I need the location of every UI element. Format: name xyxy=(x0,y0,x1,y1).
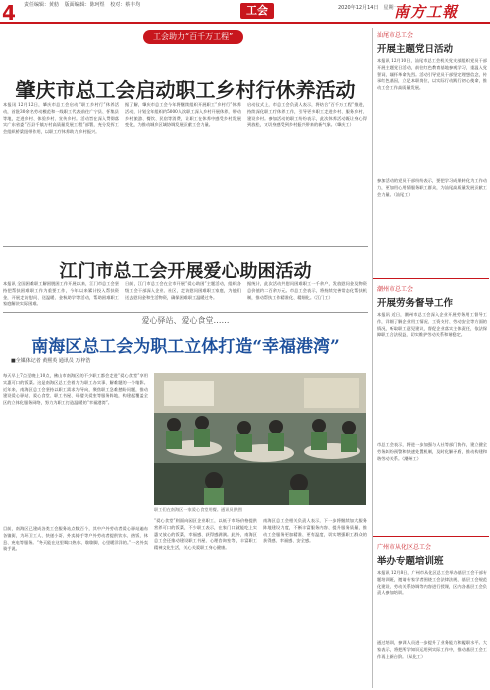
article2-col2: 日前，江门市总工会在全市开展“爱心助困”主题活动，组织各级工会干部深入企业、社区，走访慰问困难职工家庭，为他们送去慰问金和生活物资，确保困难职工温暖过冬。 xyxy=(125,281,241,300)
article3-body-left2: 目前，南海区已建成各类工会服务站点数百个，其中户外劳动者爱心驿站遍布各镇街，为环卫工人、快递小哥、外卖骑手等户外劳动者提供饮水、热饭、休息、充电等服务。“冬天能在这里喝口热水、歇歇脚，心里暖洋洋的。”一名外卖骑手说。 xyxy=(3,526,148,552)
editor-credit: 责任编辑：黄舫 xyxy=(24,2,60,8)
main-content xyxy=(3,28,368,688)
sidebar-item-conghua xyxy=(377,542,487,688)
sidebar-label: 广州市从化区总工会 xyxy=(377,544,432,551)
page-header xyxy=(0,0,490,24)
article2-headline: 江门市总工会开展爱心助困活动 xyxy=(59,261,312,282)
sidebar-label: 汕尾市总工会 xyxy=(377,32,414,39)
divider xyxy=(3,246,368,247)
editor-credits xyxy=(24,2,224,8)
sidebar-text: 市总工会表示，将进一步加强与人社等部门协作，建立健全劳务纠纷预警和快速处置机制，及时化解矛盾，推动构建和谐劳动关系。（潮州工） xyxy=(377,442,487,461)
article1-headline: 肇庆市总工会启动职工乡村行休养活动 xyxy=(15,78,356,102)
sidebar-item-chaozhou xyxy=(377,284,487,522)
article1-col3: 启动仪式上，市总工会负责人表示，将结合“百千万工程”推进，持续深化职工疗休养工作，引导更多职工走进乡村、服务乡村、建设乡村。参加活动的职工纷纷表示，此次休养活动既让身心得到放松，又切身感受到乡村振兴带来的新气象。（肇庆工） xyxy=(247,102,367,128)
article2-col1: 本报讯 全国困难职工解困脱困工作开展以来，江门市总工会坚持把帮扶困难职工作为重要工作，今年以来累计投入帮扶资金，开展走访慰问、送温暖、金秋助学等活动，帮助困难职工家庭解决实际困难。 xyxy=(3,281,119,307)
article1-banner: 工会助力“百千万工程” xyxy=(143,30,243,44)
sidebar-headline: 开展主题党日活动 xyxy=(377,44,454,55)
sidebar-text: 参加活动的党员干部纷纷表示，要把学习成果转化为工作动力，更加用心用情服务职工群众，为汕尾高质量发展贡献工会力量。（汕尾工） xyxy=(377,178,487,197)
sidebar-text: 本报讯 近日，潮州市总工会深入企业开展劳务用工督导工作，详细了解企业用工情况、工资支付、劳动安全等方面的情况，听取职工意见建议，督促企业落实主体责任，依法保障职工合法权益，切实维护劳动关系和谐稳定。 xyxy=(377,312,487,338)
article3-photo xyxy=(154,373,366,505)
sidebar-text: 本报讯 12月8日，广州市从化区总工会举办基层工会干部专题培训班，邀请专家学者围绕工会法律法规、基层工会规范化建设、劳动关系协调等内容进行授课，区内各基层工会负责人参加培训。 xyxy=(377,570,487,596)
divider xyxy=(3,312,368,313)
article3-body-right2: 南海区总工会相关负责人表示，下一步将继续加大服务阵地建设力度，不断丰富服务内容、提升服务质量，推动工会服务更加精准、更有温度，切实增强职工群众的获得感、幸福感、安全感。 xyxy=(263,518,367,544)
article3-byline: ■全媒体记者 黄熙英 通讯员 万梓浩 xyxy=(11,358,91,364)
canteen-photo xyxy=(154,373,366,505)
sidebar-headline: 举办专题培训班 xyxy=(377,556,444,567)
sidebar-label: 潮州市总工会 xyxy=(377,286,414,293)
article1-col2: 据了解，肇庆市总工会今年将继续组织开展职工“乡村行”休养活动，计划全年组织约5000人次职工深入乡村开展休养，带动乡村旅游、餐饮、民宿等消费，让职工在休养中感受乡村发展变化，为推动城乡区域协调发展贡献工会力量。 xyxy=(125,102,241,128)
divider xyxy=(373,536,489,537)
article2-col3: 据统计，此次活动共慰问困难职工一千余户，发放慰问金及物资总价值约二百余万元。市总工会表示，将持续完善常态化帮扶机制，推动帮扶工作精准化、精细化。（江门工） xyxy=(247,281,367,300)
article1-col1: 本报讯 12月12日，肇庆市总工会启动“职工乡村行”休养活动，首批30余名劳动模范和一线职工代表前往广宁县、怀集县等地，走进乡村、体验乡村、宣传乡村。活动旨在深入贯彻落实广东省委“百县千镇万村高质量发展工程”部署，充分发挥工会组织桥梁纽带作用，以职工疗休养助力乡村振兴。 xyxy=(3,102,119,135)
sidebar-headline: 开展劳务督导工作 xyxy=(377,298,454,309)
issue-date: 2020年12月14日 星期一 xyxy=(338,5,399,11)
article3-body-right: “爱心食堂”则面向园区企业职工，以低于市场价格提供营养可口的饭菜，不少职工表示，在家门口就能吃上实惠又放心的饭菜，幸福感、获得感满满。此外，南海区总工会还推动建设职工书屋、心理咨询室等，丰富职工精神文化生活，关心关爱职工身心健康。 xyxy=(154,518,257,551)
newspaper-logo: 南方工報 xyxy=(394,3,459,21)
editor-credit: 版面编辑：陈珂煜 xyxy=(64,2,105,8)
section-tag: 工会 xyxy=(240,3,274,19)
sidebar-text: 通过培训，参训人员进一步提升了业务能力和履职水平。大家表示，将把所学知识运用到实际工作中，推动基层工会工作再上新台阶。（从化工） xyxy=(377,640,487,659)
divider xyxy=(373,278,489,279)
sidebar xyxy=(372,28,488,688)
editor-credit: 校对：蔡丰均 xyxy=(110,2,141,8)
article3-body-left: 每天早上7点至晚上10点，佛山市南海区的不少职工都会走进“爱心食堂”享用实惠可口的饭菜。这是南海区总工会着力为职工办实事、解难题的一个缩影。近年来，南海区总工会坚持以职工需求为导向，聚焦职工急难愁盼问题，推动建设爱心驿站、爱心食堂、职工书屋、母婴关爱室等服务阵地，构建起覆盖全区的立体化服务网络，努力为职工打造温暖的“幸福港湾”。 xyxy=(3,373,148,406)
photo-caption: 职工们在南海区一家爱心食堂用餐。通讯员供图 xyxy=(154,507,242,512)
article3-headline: 南海区总工会为职工立体打造“幸福港湾” xyxy=(31,337,340,357)
sidebar-text: 本报讯 12月10日，汕尾市总工会机关党支部组织党员干部开展主题党日活动，前往红色教育基地参观学习，重温入党誓词，缅怀革命先烈。活动引导党员干部坚定理想信念，传承红色基因，立足本职岗位，以实际行动践行初心使命，推动工会工作高质量发展。 xyxy=(377,58,487,91)
sidebar-item-shanwei xyxy=(377,30,487,250)
article3-kicker: 爱心驿站、爱心食堂…… xyxy=(141,316,230,325)
page-number: 4 xyxy=(2,1,16,25)
